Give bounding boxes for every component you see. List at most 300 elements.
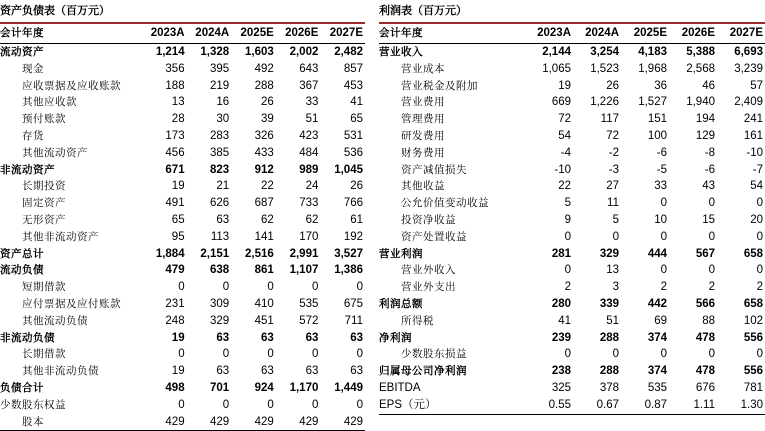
table-row	[379, 195, 765, 212]
row-value: -2	[608, 146, 619, 159]
row-label: 无形资产	[22, 213, 66, 226]
row-label: 营业利润	[379, 247, 423, 260]
row-value: 117	[600, 113, 619, 126]
row-value: 329	[599, 247, 619, 260]
row-value: 0	[564, 230, 571, 243]
table-row	[379, 296, 765, 313]
table-row	[379, 397, 765, 414]
row-label: 非流动资产	[0, 163, 55, 176]
column-header-year: 2023A	[142, 23, 187, 44]
row-value: 325	[551, 381, 571, 394]
row-value: 22	[260, 180, 274, 193]
row-value: 0	[178, 398, 185, 411]
table-row	[379, 128, 765, 145]
row-value: 2,002	[289, 46, 319, 58]
row-label: 管理费用	[401, 113, 445, 126]
row-label: 公允价值变动收益	[401, 197, 489, 210]
row-value: 288	[599, 365, 619, 378]
column-header-label: 会计年度	[0, 23, 142, 44]
table-row	[0, 380, 365, 397]
row-value: 51	[606, 314, 619, 327]
row-value: 113	[210, 230, 230, 243]
column-header-year: 2027E	[717, 23, 765, 44]
row-label: 利润总额	[379, 297, 423, 310]
table-row	[0, 296, 365, 313]
row-value: 2,568	[686, 62, 715, 75]
row-value: -8	[704, 146, 715, 159]
row-value: 28	[171, 113, 185, 126]
row-label: 营业外支出	[401, 281, 456, 294]
row-value: 0	[708, 230, 715, 243]
row-value: -4	[560, 146, 571, 159]
row-value: 63	[305, 331, 319, 344]
row-value: 241	[743, 113, 763, 126]
row-value: 5	[564, 197, 571, 210]
row-label: 其他非流动负债	[22, 365, 99, 378]
row-value: 626	[210, 197, 230, 210]
row-value: 57	[750, 79, 763, 92]
row-value: 823	[210, 163, 230, 176]
row-value: 141	[254, 230, 274, 243]
row-value: 69	[654, 314, 667, 327]
row-label: 资产总计	[0, 247, 44, 260]
row-value: 39	[260, 113, 274, 126]
column-header-label: 会计年度	[379, 23, 525, 44]
row-value: 535	[299, 297, 319, 310]
table-row	[0, 313, 365, 330]
row-value: 423	[299, 129, 319, 142]
row-value: 54	[750, 180, 763, 193]
row-value: 676	[695, 381, 715, 394]
row-value: 283	[210, 129, 230, 142]
row-label: 资产减值损失	[401, 163, 467, 176]
table-row	[379, 111, 765, 128]
row-value: 238	[551, 365, 571, 378]
row-value: 1,884	[155, 247, 185, 260]
table-row	[379, 229, 765, 246]
row-value: 63	[216, 213, 230, 226]
row-value: 556	[743, 365, 763, 378]
row-value: 10	[654, 213, 667, 226]
row-label: 其他收益	[401, 180, 445, 193]
row-value: 192	[343, 230, 363, 243]
table-row	[379, 44, 765, 61]
row-value: 188	[165, 79, 185, 92]
table-row	[379, 262, 765, 279]
column-header-year: 2026E	[669, 23, 717, 44]
row-value: 0	[708, 197, 715, 210]
row-value: 0	[564, 264, 571, 277]
row-value: 2	[708, 281, 715, 294]
row-value: 658	[743, 247, 763, 260]
row-value: 41	[558, 314, 571, 327]
row-value: 326	[254, 129, 274, 142]
row-label: 存货	[22, 129, 44, 142]
income-statement-title: 利润表（百万元）	[379, 0, 765, 23]
row-value: 27	[606, 180, 619, 193]
row-value: 13	[171, 96, 185, 109]
row-value: 1,328	[200, 46, 230, 58]
row-value: 46	[702, 79, 715, 92]
row-value: 19	[558, 79, 571, 92]
row-value: 72	[606, 129, 619, 142]
row-value: 0	[612, 348, 619, 361]
row-value: 33	[654, 180, 667, 193]
row-label: 少数股东损益	[401, 348, 467, 361]
row-value: 26	[606, 79, 619, 92]
row-value: 1,527	[638, 96, 667, 109]
table-row	[379, 212, 765, 229]
row-value: 924	[254, 381, 274, 394]
row-value: -3	[608, 163, 619, 176]
row-value: 16	[216, 96, 230, 109]
row-value: 356	[165, 62, 185, 75]
row-value: 0.55	[525, 397, 573, 414]
table-row	[0, 195, 365, 212]
row-value: -10	[746, 146, 763, 159]
row-value: 0.87	[621, 397, 669, 414]
row-value: 0.67	[573, 397, 621, 414]
row-value: 0	[756, 348, 763, 361]
row-label: 负债合计	[0, 381, 44, 394]
row-value: 4,183	[638, 46, 667, 58]
row-value: 0	[267, 348, 274, 361]
row-value: 766	[343, 197, 363, 210]
row-value: 0	[660, 348, 667, 361]
row-value: 239	[551, 331, 571, 344]
row-value: 711	[344, 314, 363, 327]
row-value: 861	[254, 264, 274, 277]
row-value: 129	[695, 129, 715, 142]
row-label: 非流动负债	[0, 331, 55, 344]
column-header-year: 2025E	[621, 23, 669, 44]
row-value: 15	[702, 213, 715, 226]
balance-sheet-header-row	[0, 23, 365, 44]
row-value: 442	[647, 297, 667, 310]
row-label: 财务费用	[401, 146, 445, 159]
row-value: -7	[752, 163, 763, 176]
row-value: 100	[647, 129, 667, 142]
row-value: 451	[254, 314, 274, 327]
row-value: 2,151	[200, 247, 230, 260]
row-value: 0	[356, 398, 363, 411]
row-value: 1,386	[334, 264, 363, 277]
table-row	[0, 414, 365, 431]
table-row	[379, 246, 765, 263]
row-label: 其他非流动资产	[22, 230, 99, 243]
row-label: 应付票据及应付账款	[22, 297, 121, 310]
table-row	[0, 246, 365, 263]
table-row	[379, 380, 765, 397]
row-value: 478	[695, 365, 715, 378]
row-value: 3,254	[590, 46, 619, 58]
row-value: 781	[743, 381, 763, 394]
table-row	[379, 363, 765, 380]
row-value: 21	[216, 180, 230, 193]
row-value: 478	[695, 331, 715, 344]
row-value: 1,449	[334, 381, 363, 394]
row-value: 491	[165, 197, 185, 210]
row-label: 营业成本	[401, 62, 445, 75]
row-value: 62	[260, 213, 274, 226]
row-value: 572	[299, 314, 319, 327]
row-value: 63	[216, 365, 230, 378]
row-value: 88	[702, 314, 715, 327]
row-label: EPS（元）	[379, 397, 525, 414]
row-value: 51	[305, 113, 319, 126]
table-row	[0, 128, 365, 145]
row-value: 669	[551, 96, 571, 109]
row-value: 410	[254, 297, 274, 310]
row-value: 41	[350, 96, 363, 109]
row-label: 投资净收益	[401, 213, 456, 226]
table-row	[0, 330, 365, 347]
row-value: 0	[756, 230, 763, 243]
balance-sheet-table	[0, 0, 365, 431]
row-value: 0	[267, 281, 274, 294]
row-value: 1.30	[717, 397, 765, 414]
row-value: 0	[564, 348, 571, 361]
row-value: 0	[311, 398, 319, 411]
column-header-year: 2024A	[573, 23, 621, 44]
table-row	[0, 111, 365, 128]
table-row	[0, 279, 365, 296]
table-row	[0, 61, 365, 78]
column-header-year: 2026E	[276, 23, 321, 44]
row-value: 0	[660, 264, 667, 277]
table-row	[0, 178, 365, 195]
row-value: 309	[210, 297, 230, 310]
row-label: 流动负债	[0, 264, 44, 277]
row-value: 288	[599, 331, 619, 344]
row-value: 2,991	[289, 247, 319, 260]
row-value: 687	[254, 197, 274, 210]
row-value: 3,527	[334, 247, 363, 260]
column-header-year: 2023A	[525, 23, 573, 44]
row-value: 0	[222, 398, 230, 411]
row-value: 43	[702, 180, 715, 193]
row-value: 281	[551, 247, 571, 260]
row-value: 643	[299, 62, 319, 75]
row-value: 1,170	[289, 381, 319, 394]
row-value: 395	[210, 62, 230, 75]
row-label: 应收票据及应收账款	[22, 79, 121, 92]
row-value: 0	[660, 197, 667, 210]
row-value: 1.11	[669, 397, 717, 414]
row-value: 63	[260, 331, 274, 344]
row-value: 1,107	[289, 264, 319, 277]
column-header-year: 2025E	[231, 23, 276, 44]
table-row	[379, 94, 765, 111]
row-value: 65	[350, 113, 363, 126]
row-value: 479	[165, 264, 185, 277]
table-row	[379, 178, 765, 195]
table-row	[0, 229, 365, 246]
row-value: 9	[564, 213, 571, 226]
row-value: 63	[350, 331, 363, 344]
row-value: 374	[647, 365, 667, 378]
balance-sheet-title: 资产负债表（百万元）	[0, 0, 365, 23]
row-value: 0	[311, 281, 319, 294]
row-value: 638	[210, 264, 230, 277]
row-value: 61	[350, 213, 363, 226]
row-value: 173	[165, 129, 185, 142]
row-label: 股本	[0, 414, 142, 431]
row-value: 0	[267, 398, 274, 411]
row-value: 65	[171, 213, 185, 226]
row-value: 194	[695, 113, 715, 126]
table-row	[0, 346, 365, 363]
row-value: 248	[165, 314, 185, 327]
row-value: 1,523	[590, 62, 619, 75]
row-value: 1,065	[542, 62, 571, 75]
row-value: 63	[305, 365, 319, 378]
row-value: 433	[254, 146, 274, 159]
row-label: 长期借款	[22, 348, 66, 361]
row-value: 3	[612, 281, 619, 294]
row-value: 161	[743, 129, 763, 142]
row-value: 2,482	[334, 46, 363, 58]
row-value: 339	[599, 297, 619, 310]
table-row	[0, 262, 365, 279]
row-value: 2,409	[734, 96, 763, 109]
row-value: 33	[305, 96, 319, 109]
row-label: EBITDA	[379, 381, 421, 394]
row-value: 1,214	[155, 46, 185, 58]
row-value: 0	[708, 348, 715, 361]
row-value: 19	[171, 365, 185, 378]
table-row	[0, 94, 365, 111]
row-value: 453	[343, 79, 363, 92]
row-value: 0	[612, 230, 619, 243]
row-value: 6,693	[734, 46, 763, 58]
row-value: 24	[305, 180, 319, 193]
row-label: 营业外收入	[401, 264, 456, 277]
row-label: 长期投资	[22, 180, 66, 193]
row-value: 385	[210, 146, 230, 159]
income-statement-header-row	[379, 23, 765, 44]
row-value: 63	[350, 365, 363, 378]
row-value: 989	[299, 163, 319, 176]
row-value: 367	[299, 79, 319, 92]
row-value: 444	[647, 247, 667, 260]
row-value: -6	[704, 163, 715, 176]
row-value: 22	[558, 180, 571, 193]
table-row	[379, 313, 765, 330]
row-value: 1,968	[638, 62, 667, 75]
row-value: 2	[756, 281, 763, 294]
row-value: 0	[311, 348, 319, 361]
row-value: 30	[216, 113, 230, 126]
row-label: 所得税	[401, 314, 434, 327]
row-value: 0	[756, 197, 763, 210]
row-value: 72	[558, 113, 571, 126]
row-value: 63	[260, 365, 274, 378]
row-label: 固定资产	[22, 197, 66, 210]
row-label: 净利润	[379, 331, 412, 344]
row-label: 营业税金及附加	[401, 79, 478, 92]
income-statement-title-row	[379, 0, 765, 23]
row-value: 0	[708, 264, 715, 277]
column-header-year: 2024A	[187, 23, 232, 44]
row-value: 2	[564, 281, 571, 294]
row-value: -10	[554, 163, 571, 176]
row-label: 少数股东权益	[0, 398, 66, 411]
table-row	[379, 78, 765, 95]
row-value: 0	[178, 281, 185, 294]
row-value: 54	[558, 129, 571, 142]
table-row	[379, 346, 765, 363]
table-row	[0, 145, 365, 162]
row-value: 701	[210, 381, 230, 394]
row-value: 0	[356, 281, 363, 294]
row-value: 1,603	[245, 46, 274, 58]
row-value: 26	[260, 96, 274, 109]
table-row	[0, 212, 365, 229]
row-label: 营业费用	[401, 96, 445, 109]
row-value: 567	[695, 247, 715, 260]
row-label: 营业收入	[379, 46, 423, 58]
balance-sheet-title-row	[0, 0, 365, 23]
row-value: 857	[343, 62, 363, 75]
table-row	[0, 44, 365, 61]
row-value: 231	[165, 297, 185, 310]
row-value: 26	[350, 180, 363, 193]
table-row	[379, 279, 765, 296]
row-value: 733	[299, 197, 319, 210]
table-row	[0, 363, 365, 380]
row-value: 429	[187, 414, 232, 431]
row-value: 19	[171, 331, 185, 344]
row-value: 0	[222, 348, 230, 361]
row-value: 536	[343, 146, 363, 159]
row-value: 1,940	[686, 96, 715, 109]
row-value: 20	[750, 213, 763, 226]
row-value: 429	[320, 414, 365, 431]
row-value: 429	[231, 414, 276, 431]
table-row	[0, 397, 365, 414]
row-label: 预付账款	[22, 113, 66, 126]
row-value: 374	[647, 331, 667, 344]
income-statement-table	[379, 0, 765, 415]
row-value: 0	[222, 281, 230, 294]
row-value: 498	[165, 381, 185, 394]
row-label: 其他应收款	[22, 96, 77, 109]
row-label: 其他流动资产	[22, 146, 88, 159]
table-row	[379, 162, 765, 179]
row-value: 0	[660, 230, 667, 243]
row-value: 429	[276, 414, 321, 431]
balance-sheet-body	[0, 0, 365, 431]
row-value: 556	[743, 331, 763, 344]
row-value: 170	[299, 230, 319, 243]
row-value: 329	[210, 314, 230, 327]
row-value: 36	[654, 79, 667, 92]
row-value: 378	[599, 381, 619, 394]
row-value: 0	[178, 348, 185, 361]
row-value: 1,226	[590, 96, 619, 109]
row-value: 429	[142, 414, 187, 431]
row-value: 63	[216, 331, 230, 344]
row-value: 675	[343, 297, 363, 310]
row-value: 484	[299, 146, 319, 159]
row-label: 资产处置收益	[401, 230, 467, 243]
row-value: 535	[647, 381, 667, 394]
row-label: 流动资产	[0, 46, 44, 58]
row-value: 19	[171, 180, 185, 193]
row-value: 0	[756, 264, 763, 277]
row-value: 3,239	[734, 62, 763, 75]
